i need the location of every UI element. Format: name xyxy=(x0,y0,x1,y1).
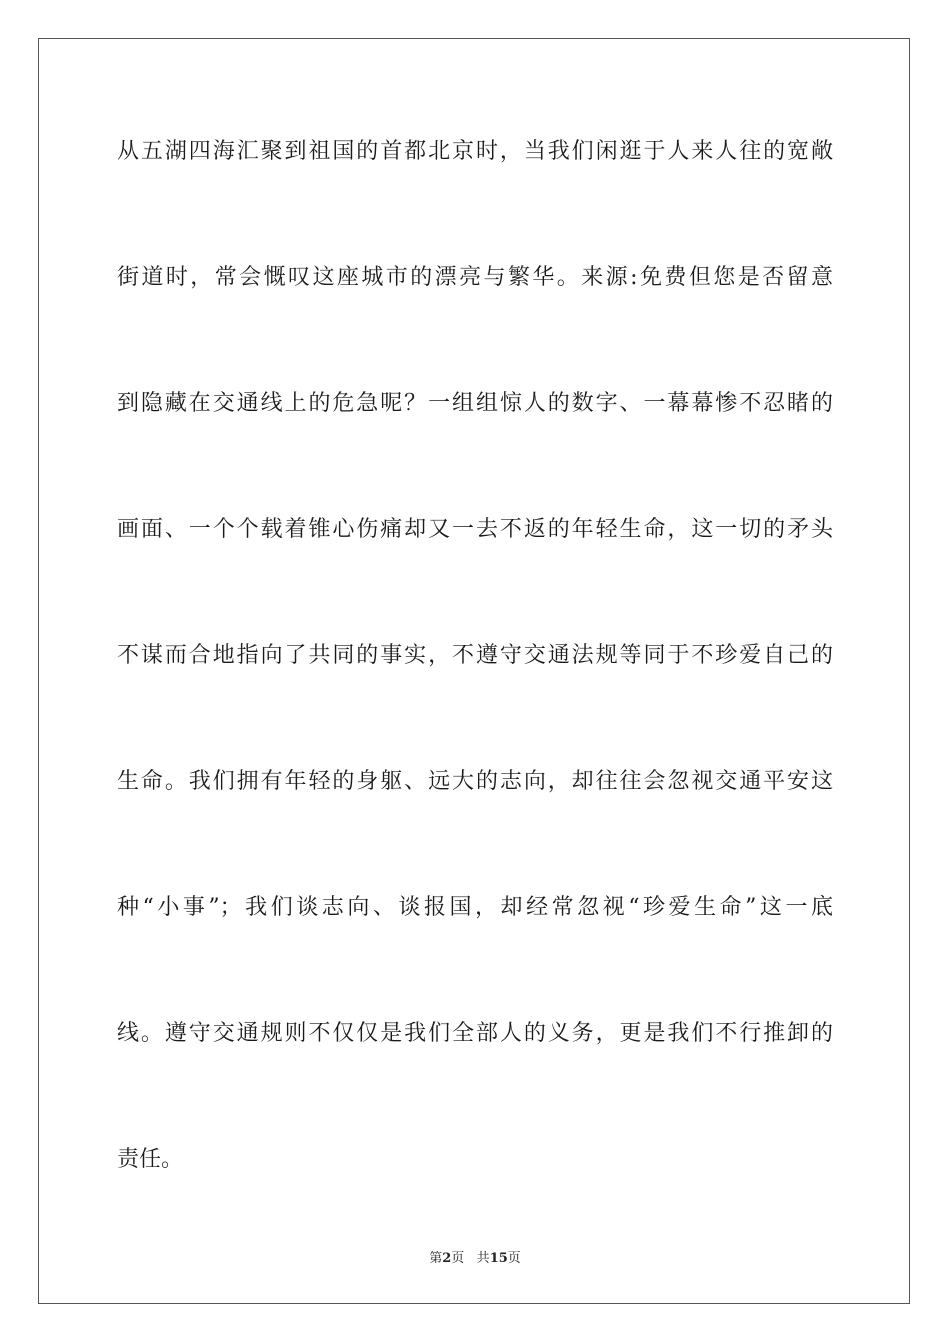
page-footer xyxy=(0,1247,950,1266)
footer-total-suffix: 页 xyxy=(507,1251,521,1266)
body-line-3: 到隐藏在交通线上的危急呢？一组组惊人的数字、一幕幕惨不忍睹的 xyxy=(117,391,833,416)
body-line-2: 街道时，常会慨叹这座城市的漂亮与繁华。来源:免费但您是否留意 xyxy=(117,265,833,290)
body-line-4: 画面、一个个载着锥心伤痛却又一去不返的年轻生命，这一切的矛头 xyxy=(117,517,833,542)
footer-page-prefix: 第 xyxy=(429,1251,443,1266)
body-line-7: 种“小事”；我们谈志向、谈报国，却经常忽视“珍爱生命”这一底 xyxy=(117,895,833,920)
body-line-9: 责任。 xyxy=(117,1147,184,1172)
body-line-1: 从五湖四海汇聚到祖国的首都北京时，当我们闲逛于人来人往的宽敞 xyxy=(117,139,833,164)
footer-total-pages: 15 xyxy=(489,1251,508,1266)
body-line-5: 不谋而合地指向了共同的事实，不遵守交通法规等同于不珍爱自己的 xyxy=(117,643,833,668)
body-line-6: 生命。我们拥有年轻的身躯、远大的志向，却往往会忽视交通平安这 xyxy=(117,769,833,794)
body-line-8: 线。遵守交通规则不仅仅是我们全部人的义务，更是我们不行推卸的 xyxy=(117,1021,833,1046)
document-body xyxy=(117,130,833,1264)
footer-total-prefix: 共 xyxy=(476,1251,490,1266)
footer-page-number: 2 xyxy=(442,1251,452,1266)
footer-page-suffix: 页 xyxy=(451,1251,465,1266)
